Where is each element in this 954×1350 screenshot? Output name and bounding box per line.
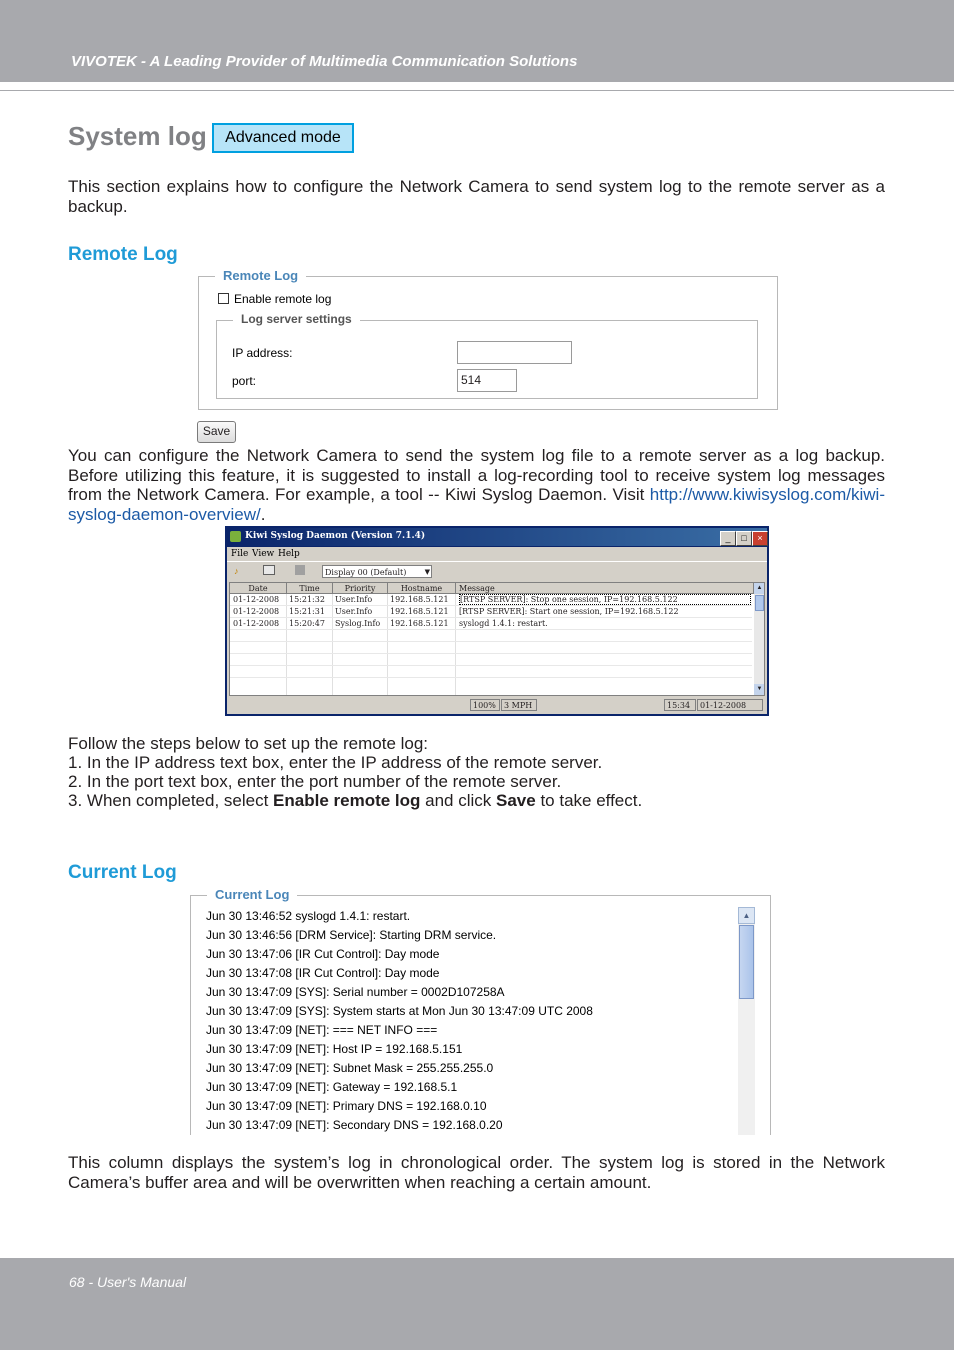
row3-time: 15:20:47 — [289, 619, 325, 628]
row3-message: syslogd 1.4.1: restart. — [459, 619, 548, 628]
status-date: 01-12-2008 — [697, 699, 763, 711]
scroll-thumb[interactable] — [755, 595, 764, 611]
grid-line — [230, 641, 752, 642]
step-3-enable-remote-log: Enable remote log — [273, 791, 421, 810]
kiwi-scrollbar[interactable] — [754, 583, 765, 695]
log-server-legend: Log server settings — [233, 312, 360, 326]
status-mph: 3 MPH — [501, 699, 537, 711]
enable-remote-log-checkbox[interactable] — [218, 293, 229, 304]
grid-divider — [455, 594, 456, 695]
steps-intro: Follow the steps below to set up the remote log: — [68, 734, 429, 753]
bell-icon[interactable]: ♪ — [234, 566, 239, 576]
kiwi-title-text: Kiwi Syslog Daemon (Version 7.1.4) — [245, 531, 426, 541]
kiwi-syslog-link[interactable]: http://www.kiwisyslog.com/kiwi-syslog-daemon-overview/ — [68, 485, 885, 524]
close-icon[interactable]: × — [752, 531, 768, 546]
scroll-up-icon[interactable]: ▲ — [754, 583, 765, 594]
column-header-time[interactable]: Time — [287, 583, 333, 594]
closing-paragraph: This column displays the system’s log in chronological order. The system log is stored in the Network Camera’s buffer area and will be overwritten when reaching a certain amount. — [68, 1153, 885, 1192]
kiwi-body — [227, 547, 767, 714]
grid-divider — [387, 594, 388, 695]
row1-date: 01-12-2008 — [233, 595, 280, 604]
log-line: Jun 30 13:47:09 [NET]: Host IP = 192.168.5.151 — [206, 1042, 463, 1056]
log-line: Jun 30 13:47:08 [IR Cut Control]: Day mode — [206, 966, 440, 980]
menu-help[interactable]: Help — [278, 549, 300, 559]
toolbar-icon[interactable] — [295, 565, 305, 575]
menu-file[interactable]: File — [231, 549, 249, 559]
row1-priority: User.Info — [335, 595, 373, 604]
row1-hostname: 192.168.5.121 — [390, 595, 449, 604]
log-line: Jun 30 13:46:52 syslogd 1.4.1: restart. — [206, 909, 411, 923]
row2-priority: User.Info — [335, 607, 373, 616]
step-3-text: and click — [420, 791, 497, 810]
header-text: VIVOTEK - A Leading Provider of Multimedia Communication Solutions — [71, 53, 578, 70]
step-3 — [68, 791, 642, 811]
log-line: Jun 30 13:47:09 [NET]: Secondary DNS = 192.168.0.20 — [206, 1118, 503, 1132]
status-percent: 100% — [470, 699, 500, 711]
log-line: Jun 30 13:47:06 [IR Cut Control]: Day mode — [206, 947, 440, 961]
grid-line — [230, 665, 752, 666]
row2-hostname: 192.168.5.121 — [390, 607, 449, 616]
step-3-text: 3. When completed, select — [68, 791, 274, 810]
display-select[interactable] — [322, 565, 432, 578]
menu-view[interactable]: View — [252, 549, 275, 559]
monitor-icon[interactable] — [263, 565, 275, 575]
current-log-heading: Current Log — [68, 862, 177, 883]
ip-address-label: IP address: — [232, 346, 293, 360]
kiwi-title-bar — [227, 528, 767, 546]
page-footer — [0, 1258, 954, 1350]
current-log-legend: Current Log — [207, 887, 297, 902]
grid-line — [230, 629, 752, 630]
column-header-priority[interactable]: Priority — [333, 583, 388, 594]
remote-log-heading: Remote Log — [68, 244, 178, 265]
chevron-down-icon: ▼ — [424, 568, 430, 576]
step-2: 2. In the port text box, enter the port number of the remote server. — [68, 772, 562, 791]
step-1: 1. In the IP address text box, enter the IP address of the remote server. — [68, 753, 603, 772]
log-line: Jun 30 13:46:56 [DRM Service]: Starting DRM service. — [206, 928, 497, 942]
column-header-message[interactable]: Message — [456, 583, 754, 594]
kiwi-app-icon — [230, 531, 241, 542]
current-log-scrollbar[interactable] — [738, 907, 755, 1135]
description-text: You can configure the Network Camera to send the system log file to a remote server as a log backup. Before utilizing this feature, it is suggested to install a log-recording tool to receive system log messages from the Network Camera. For example, a tool -- Kiwi Syslog Daemon. Visit — [68, 446, 885, 504]
advanced-mode-badge: Advanced mode — [212, 123, 354, 153]
intro-paragraph: This section explains how to configure the Network Camera to send system log to the remote server as a backup. — [68, 177, 885, 216]
kiwi-syslog-window — [225, 526, 769, 716]
scroll-thumb[interactable] — [739, 925, 754, 999]
step-3-save: Save — [496, 791, 536, 810]
remote-log-description — [68, 446, 885, 524]
scroll-down-icon[interactable]: ▼ — [754, 684, 765, 695]
grid-line — [230, 653, 752, 654]
footer-text: 68 - User's Manual — [69, 1274, 187, 1290]
step-3-text: to take effect. — [535, 791, 643, 810]
row3-date: 01-12-2008 — [233, 619, 280, 628]
row1-message: [RTSP SERVER]: Stop one session, IP=192.168.5.122 — [459, 594, 751, 605]
row2-message: [RTSP SERVER]: Start one session, IP=192.168.5.122 — [459, 607, 679, 616]
grid-divider — [286, 594, 287, 695]
menu-divider — [227, 561, 767, 562]
enable-remote-log-label: Enable remote log — [234, 292, 332, 306]
grid-line — [230, 677, 752, 678]
log-line: Jun 30 13:47:09 [NET]: Subnet Mask = 255.255.255.0 — [206, 1061, 494, 1075]
column-header-date[interactable]: Date — [230, 583, 287, 594]
row2-date: 01-12-2008 — [233, 607, 280, 616]
status-time: 15:34 — [664, 699, 696, 711]
row3-hostname: 192.168.5.121 — [390, 619, 449, 628]
page-title: System log — [68, 121, 207, 151]
header-divider — [0, 90, 954, 91]
port-input[interactable]: 514 — [457, 369, 517, 392]
maximize-icon[interactable]: □ — [736, 531, 752, 546]
display-select-value: Display 00 (Default) — [325, 568, 407, 577]
log-line: Jun 30 13:47:09 [NET]: Gateway = 192.168.5.1 — [206, 1080, 458, 1094]
log-line: Jun 30 13:47:09 [NET]: Primary DNS = 192.168.0.10 — [206, 1099, 487, 1113]
save-button[interactable]: Save — [197, 421, 236, 443]
row1-time: 15:21:32 — [289, 595, 325, 604]
ip-address-input[interactable] — [457, 341, 572, 364]
log-grid — [229, 582, 765, 696]
log-line: Jun 30 13:47:09 [NET]: === NET INFO === — [206, 1023, 438, 1037]
minimize-icon[interactable]: _ — [720, 531, 736, 546]
port-label: port: — [232, 374, 257, 388]
remote-log-legend: Remote Log — [215, 268, 306, 283]
log-line: Jun 30 13:47:09 [SYS]: System starts at Mon Jun 30 13:47:09 UTC 2008 — [206, 1004, 593, 1018]
scroll-up-icon[interactable]: ▲ — [738, 907, 755, 924]
description-end: . — [260, 504, 266, 524]
log-line: Jun 30 13:47:09 [SYS]: Serial number = 0002D107258A — [206, 985, 505, 999]
column-header-hostname[interactable]: Hostname — [388, 583, 456, 594]
row2-time: 15:21:31 — [289, 607, 325, 616]
row3-priority: Syslog.Info — [335, 619, 381, 628]
grid-divider — [332, 594, 333, 695]
